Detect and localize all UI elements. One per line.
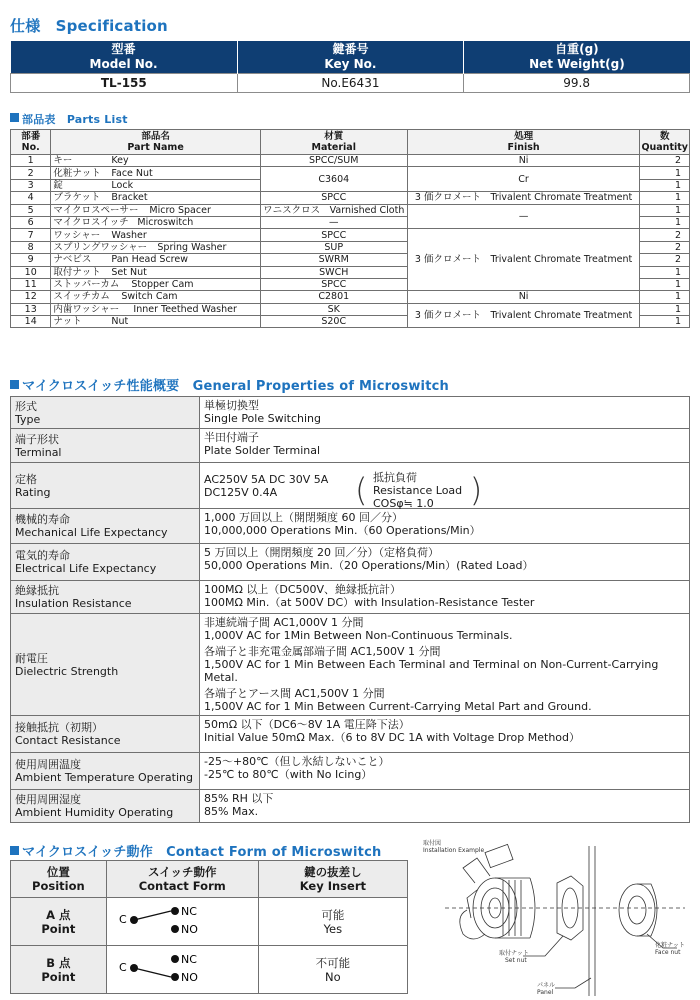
contact-diagram-a (106, 898, 258, 946)
prop-value-type: 単極切換型 Single Pole Switching (200, 397, 690, 429)
terminal-no-label: NO (181, 971, 199, 984)
contact-header-key: 鍵の抜差し Key Insert (258, 861, 407, 898)
part-no: 1 (11, 155, 51, 167)
prop-label-rating: 定格 Rating (11, 463, 200, 509)
part-qty: 1 (640, 204, 690, 216)
part-finish: 3 価クロメート Trivalent Chromate Treatment (407, 192, 640, 204)
part-no: 14 (11, 316, 51, 328)
prop-value-contact: 50mΩ 以下（DC6～8V 1A 電圧降下法） Initial Value 50mΩ Max.（6 to 8V DC 1A with Voltage Drop Method） (200, 716, 690, 753)
lock-assembly-drawing-icon (415, 838, 695, 998)
rating-line-1: AC250V 5A DC 30V 5A (204, 472, 329, 486)
props-section-title (10, 375, 449, 394)
parts-header-quantity: 数 Quantity (641, 131, 688, 153)
table-row (11, 753, 690, 790)
parts-header-material: 材質 Material (260, 130, 407, 155)
contact-title-jp: マイクロスイッチ動作 (22, 845, 153, 860)
part-qty: 1 (640, 266, 690, 278)
contact-header-row (11, 861, 408, 898)
table-row (11, 429, 690, 463)
part-no: 11 (11, 278, 51, 290)
props-title-jp: マイクロスイッチ性能概要 (22, 379, 180, 394)
spec-key-value: No.E6431 (237, 74, 464, 93)
prop-label-dielectric: 耐電圧 Dielectric Strength (11, 614, 200, 716)
key-insert-b: 不可能 No (258, 946, 407, 994)
terminal-c-label: C (119, 913, 127, 926)
part-material: SPCC/SUM (260, 155, 407, 167)
spec-title-en: Specification (55, 17, 168, 35)
part-qty: 2 (640, 155, 690, 167)
prop-label-temperature: 使用周囲温度 Ambient Temperature Operating (11, 753, 200, 790)
table-row (11, 155, 690, 167)
spec-model-value: TL-155 (11, 74, 238, 93)
paren-left-icon: ( (355, 470, 368, 509)
part-qty: 1 (640, 291, 690, 303)
part-name: マイクロスイッチ Microswitch (51, 216, 260, 228)
spec-section-title (10, 15, 168, 36)
prop-label-electrical: 電気的寿命 Electrical Life Expectancy (11, 544, 200, 581)
part-name: 内歯ワッシャー Inner Teethed Washer (51, 303, 260, 315)
part-qty: 2 (640, 241, 690, 253)
part-name: 取付ナット Set Nut (51, 266, 260, 278)
parts-section-title (10, 111, 128, 127)
part-name: スイッチカム Switch Cam (51, 291, 260, 303)
part-qty: 1 (640, 316, 690, 328)
part-name: マイクロスペーサー Micro Spacer (51, 204, 260, 216)
part-name: ストッパーカム Stopper Cam (51, 278, 260, 290)
face-nut-label: 化粧ナット Face nut (655, 942, 685, 956)
parts-title-jp: 部品表 (22, 113, 56, 126)
part-material: ワニスクロス Varnished Cloth (260, 204, 407, 216)
part-finish: 3 価クロメート Trivalent Chromate Treatment (407, 229, 640, 291)
part-no: 5 (11, 204, 51, 216)
part-no: 8 (11, 241, 51, 253)
parts-title-en: Parts List (66, 113, 128, 126)
part-material: C3604 (260, 167, 407, 192)
part-name: スプリングワッシャー Spring Washer (51, 241, 260, 253)
prop-value-humidity: 85% RH 以下 85% Max. (200, 790, 690, 823)
part-qty: 1 (640, 216, 690, 228)
prop-label-insulation: 絶縁抵抗 Insulation Resistance (11, 581, 200, 614)
part-no: 12 (11, 291, 51, 303)
square-bullet-icon (10, 113, 19, 122)
parts-header-row (11, 130, 690, 155)
parts-table (10, 129, 690, 328)
prop-value-insulation: 100MΩ 以上（DC500V、絶縁抵抗計） 100MΩ Min.（at 500V DC）with Insulation-Resistance Tester (200, 581, 690, 614)
parts-header-no: 部番 No. (11, 130, 51, 155)
parts-header-name: 部品名 Part Name (51, 130, 260, 155)
part-material: SK (260, 303, 407, 315)
table-row (11, 509, 690, 544)
part-no: 10 (11, 266, 51, 278)
part-material: SUP (260, 241, 407, 253)
contact-diagram-b (106, 946, 258, 994)
part-qty: 1 (640, 167, 690, 179)
prop-value-electrical: 5 万回以上（開閉頻度 20 回／分）（定格負荷） 50,000 Operations Min.（20 Operations/Min）(Rated Load） (200, 544, 690, 581)
table-row (11, 397, 690, 429)
part-material: SWCH (260, 266, 407, 278)
table-row (11, 229, 690, 241)
spec-header-key: 鍵番号 Key No. (237, 41, 464, 74)
part-no: 6 (11, 216, 51, 228)
table-row (11, 463, 690, 509)
terminal-nc-label: NC (181, 953, 198, 966)
table-row (11, 614, 690, 716)
part-qty: 1 (640, 303, 690, 315)
part-name: キー Key (51, 155, 260, 167)
contact-header-form: スイッチ動作 Contact Form (106, 861, 258, 898)
part-qty: 1 (640, 278, 690, 290)
switch-diagram-a-icon (107, 898, 257, 942)
table-row (11, 716, 690, 753)
panel-label: パネル Panel (537, 982, 556, 996)
installation-example (415, 838, 695, 998)
part-name: 錠 Lock (51, 179, 260, 191)
props-table (10, 396, 690, 823)
table-row (11, 544, 690, 581)
contact-title-en: Contact Form of Microswitch (166, 845, 382, 860)
spec-header-weight: 自重(g) Net Weight(g) (464, 41, 690, 74)
prop-label-terminal: 端子形状 Terminal (11, 429, 200, 463)
prop-label-humidity: 使用周囲湿度 Ambient Humidity Operating (11, 790, 200, 823)
part-name: ナット Nut (51, 316, 260, 328)
part-material: SPCC (260, 278, 407, 290)
part-name: ブラケット Bracket (51, 192, 260, 204)
prop-value-mechanical: 1,000 万回以上（開閉頻度 60 回／分） 10,000,000 Operations Min.（60 Operations/Min） (200, 509, 690, 544)
part-material: SWRM (260, 254, 407, 266)
prop-value-terminal: 半田付端子 Plate Solder Terminal (200, 429, 690, 463)
table-row (11, 167, 690, 179)
table-row (11, 303, 690, 315)
prop-label-type: 形式 Type (11, 397, 200, 429)
square-bullet-icon (10, 380, 19, 389)
position-b: B 点 Point (11, 946, 107, 994)
spec-title-jp: 仕様 (10, 17, 41, 35)
part-material: SPCC (260, 229, 407, 241)
terminal-nc-label: NC (181, 905, 198, 918)
part-finish: Cr (407, 167, 640, 192)
install-title: 取付図 Installation Example (423, 840, 485, 854)
part-no: 3 (11, 179, 51, 191)
part-finish: Ni (407, 155, 640, 167)
spec-table (10, 41, 690, 93)
position-a: A 点 Point (11, 898, 107, 946)
part-qty: 2 (640, 229, 690, 241)
part-no: 9 (11, 254, 51, 266)
part-material: — (260, 216, 407, 228)
part-no: 13 (11, 303, 51, 315)
part-no: 4 (11, 192, 51, 204)
part-no: 7 (11, 229, 51, 241)
prop-value-dielectric: 非連続端子間 AC1,000V 1 分間 1,000V AC for 1Min Between Non-Continuous Terminals. 各端子と非充電金属部端子間 AC1,500V 1 分間 1,500V AC for 1 Min Between Each Terminal and Terminal on Non-Current-Carrying Metal. 各端子とアース間 AC1,500V 1 分間 1,500V AC for 1 Min Between Current-Carrying Metal Part and Ground. (200, 614, 690, 716)
table-row (11, 204, 690, 216)
parts-header-finish: 処理 Finish (407, 130, 640, 155)
part-name: 化粧ナット Face Nut (51, 167, 260, 179)
props-title-en: General Properties of Microswitch (192, 379, 449, 394)
part-qty: 2 (640, 254, 690, 266)
spec-header-row (11, 41, 690, 74)
contact-section-title (10, 841, 381, 860)
part-material: SPCC (260, 192, 407, 204)
paren-right-icon: ) (469, 470, 483, 509)
table-row (11, 192, 690, 204)
square-bullet-icon (10, 846, 19, 855)
resistance-load-note: ( 抵抗負荷 Resistance Load COSφ≒ 1.0 ) (355, 470, 483, 510)
part-qty: 1 (640, 192, 690, 204)
prop-value-rating (200, 463, 690, 509)
table-row (11, 291, 690, 303)
spec-data-row (11, 74, 690, 93)
part-no: 2 (11, 167, 51, 179)
spec-weight-value: 99.8 (464, 74, 690, 93)
part-material: C2801 (260, 291, 407, 303)
table-row (11, 946, 408, 994)
prop-label-contact: 接触抵抗（初期） Contact Resistance (11, 716, 200, 753)
set-nut-label: 取付ナット Set nut (499, 950, 529, 964)
terminal-no-label: NO (181, 923, 199, 936)
prop-label-mechanical: 機械的寿命 Mechanical Life Expectancy (11, 509, 200, 544)
part-name: ナベビス Pan Head Screw (51, 254, 260, 266)
part-finish: 3 価クロメート Trivalent Chromate Treatment (407, 303, 640, 328)
table-row (11, 581, 690, 614)
switch-diagram-b-icon (107, 946, 257, 990)
contact-form-table (10, 860, 408, 994)
part-material: S20C (260, 316, 407, 328)
prop-value-temperature: -25～+80℃（但し氷結しないこと） -25℃ to 80℃（with No Icing） (200, 753, 690, 790)
part-finish: Ni (407, 291, 640, 303)
contact-header-position: 位置 Position (11, 861, 107, 898)
table-row (11, 898, 408, 946)
key-insert-a: 可能 Yes (258, 898, 407, 946)
spec-header-model: 型番 Model No. (11, 41, 238, 74)
part-qty: 1 (640, 179, 690, 191)
table-row (11, 790, 690, 823)
part-name: ワッシャー Washer (51, 229, 260, 241)
rating-line-2: DC125V 0.4A (204, 485, 278, 499)
terminal-c-label: C (119, 961, 127, 974)
part-finish: — (407, 204, 640, 229)
